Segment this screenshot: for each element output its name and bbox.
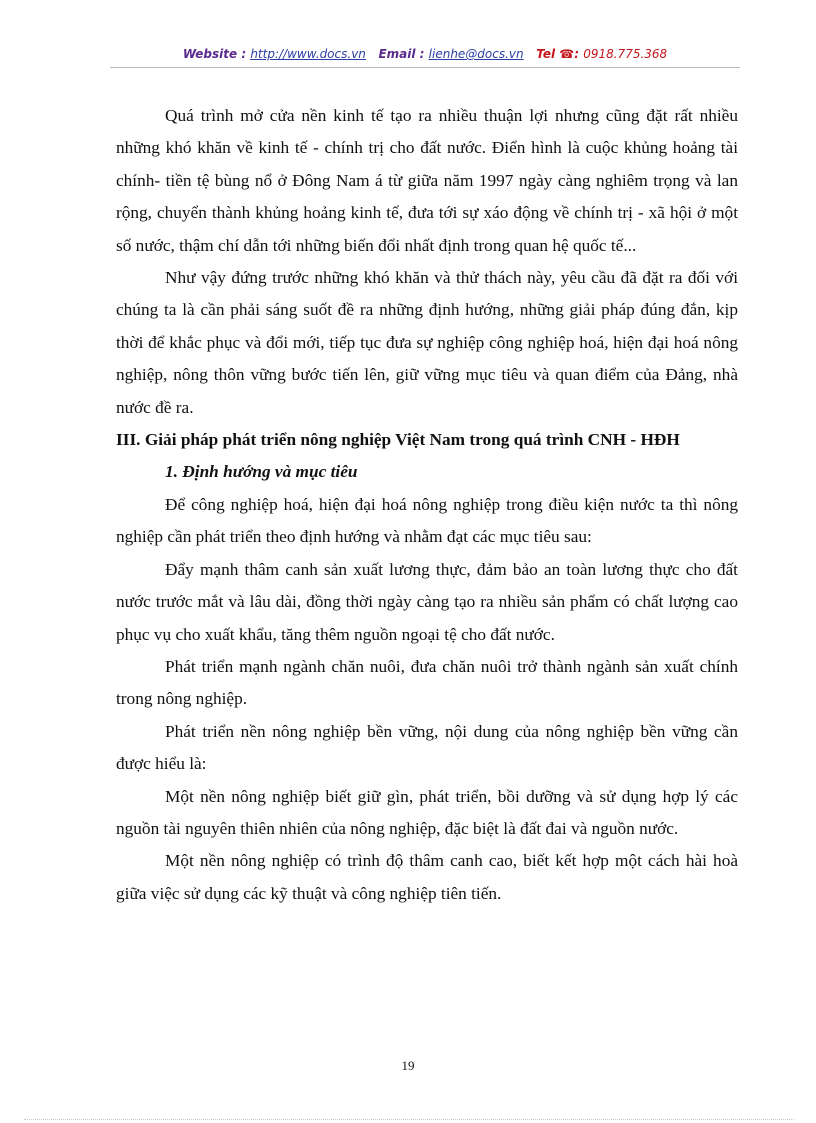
footer-divider: [24, 1119, 794, 1120]
page-header: [110, 47, 740, 61]
tel-label: Tel ☎:: [536, 47, 580, 61]
paragraph-1: Quá trình mở cửa nền kinh tế tạo ra nhiều thuận lợi nhưng cũng đặt rất nhiều những khó khăn về kinh tế - chính trị cho đất nước. Điển hình là cuộc khủng hoảng tài chính- tiền tệ bùng nổ ở Đông Nam á từ giữa năm 1997 ngày càng nghiêm trọng và lan rộng, chuyển thành khủng hoảng kinh tế, đưa tới sự xáo động về chính trị - xã hội ở một số nước, thậm chí dẫn tới những biến đổi nhất định trong quan hệ quốc tế...: [116, 106, 738, 255]
paragraph-4: Đẩy mạnh thâm canh sản xuất lương thực, đảm bảo an toàn lương thực cho đất nước trước mắt và lâu dài, đồng thời ngày càng tạo ra nhiều sản phẩm có chất lượng cao phục vụ cho xuất khẩu, tăng thêm nguồn ngoại tệ cho đất nước.: [116, 559, 738, 644]
paragraph-3: Để công nghiệp hoá, hiện đại hoá nông nghiệp trong điều kiện nước ta thì nông nghiệp cần phát triển theo định hướng và nhằm đạt các mục tiêu sau:: [116, 494, 738, 547]
paragraph-8: Một nền nông nghiệp có trình độ thâm canh cao, biết kết hợp một cách hài hoà giữa việc sử dụng các kỹ thuật và công nghiệp tiên tiến.: [116, 851, 738, 903]
paragraph-5: Phát triển mạnh ngành chăn nuôi, đưa chăn nuôi trở thành ngành sản xuất chính trong nông nghiệp.: [116, 656, 738, 709]
page-number: 19: [401, 1058, 415, 1073]
subsection-heading: 1. Định hướng và mục tiêu: [165, 462, 358, 482]
paragraph-7: Một nền nông nghiệp biết giữ gìn, phát triển, bồi dưỡng và sử dụng hợp lý các nguồn tài nguyên thiên nhiên của nông nghiệp, đặc biệt là đất đai và nguồn nước.: [116, 786, 738, 838]
paragraph-6: Phát triển nền nông nghiệp bền vững, nội dung của nông nghiệp bền vững cần được hiểu là:: [116, 721, 738, 774]
website-label: Website :: [182, 47, 247, 61]
header-divider: [110, 67, 740, 68]
email-link[interactable]: lienhe@docs.vn: [428, 47, 524, 61]
email-label: Email :: [378, 47, 425, 61]
website-link[interactable]: http://www.docs.vn: [250, 47, 366, 61]
document-body: [116, 100, 738, 910]
tel-number: 0918.775.368: [583, 47, 668, 61]
paragraph-2: Như vậy đứng trước những khó khăn và thử thách này, yêu cầu đã đặt ra đối với chúng ta là cần phải sáng suốt đề ra những định hướng, những giải pháp đúng đắn, kịp thời để khắc phục và đổi mới, tiếp tục đưa sự nghiệp công nghiệp hoá, hiện đại hoá nông nghiệp, nông thôn vững bước tiến lên, giữ vững mục tiêu và quan điểm của Đảng, nhà nước đề ra.: [116, 268, 738, 417]
section-heading: III. Giải pháp phát triển nông nghiệp Việt Nam trong quá trình CNH - HĐH: [116, 430, 680, 450]
